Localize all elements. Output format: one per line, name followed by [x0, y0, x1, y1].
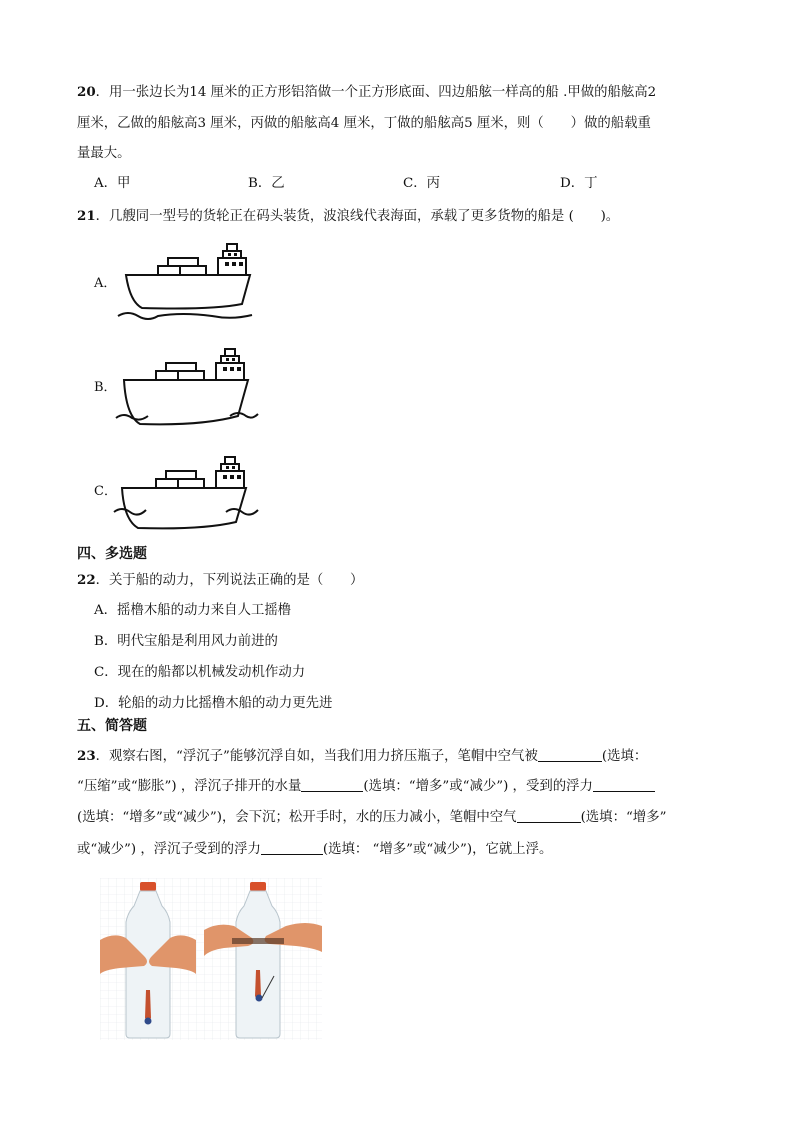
q21-text: 21．几艘同一型号的货轮正在码头装货，波浪线代表海面，承载了更多货物的船是 ( )。 [77, 208, 620, 224]
q20-option-a[interactable]: A．甲 [94, 176, 131, 191]
q22-option-b[interactable]: B．明代宝船是利用风力前进的 [94, 634, 278, 649]
q21-ship-a-image [112, 240, 262, 325]
section-5-title: 五、简答题 [77, 718, 147, 734]
q23-line3: (选填：“增多”或“减少”)，会下沉；松开手时，水的压力减小，笔帽中空气 (选填：“增多” [77, 810, 667, 825]
q21-ship-c-image [112, 452, 262, 537]
q23-line2: “压缩”或“膨胀”) ，浮沉子排开的水量 (选填：“增多”或“减少”) ，受到的浮力 [77, 777, 655, 797]
q23-line1: 23．观察右图，“浮沉子”能够沉浮自如，当我们用力挤压瓶子，笔帽中空气被 (选填： [77, 748, 648, 764]
q20-option-b[interactable]: B．乙 [248, 176, 285, 191]
q23-blank-4[interactable] [517, 808, 581, 823]
q21-ship-b-image [112, 346, 262, 431]
q21-option-c-label[interactable]: C． [94, 484, 117, 499]
q20-option-d[interactable]: D．丁 [560, 176, 598, 191]
q23-blank-5[interactable] [261, 840, 323, 855]
q23-blank-2[interactable] [301, 777, 363, 792]
q23-blank-1[interactable] [538, 747, 602, 762]
q23-blank-3[interactable] [593, 777, 655, 792]
q21-option-b-label[interactable]: B． [94, 380, 117, 395]
q20-line1: 20．用一张边长为14 厘米的正方形铝箔做一个正方形底面、四边船舷一样高的船 .甲做的船舷高2 [77, 84, 657, 100]
q22-option-a[interactable]: A．摇橹木船的动力来自人工摇橹 [94, 603, 292, 618]
q22-option-c[interactable]: C．现在的船都以机械发动机作动力 [94, 665, 306, 680]
q20-option-c[interactable]: C．丙 [403, 176, 441, 191]
q23-cartesian-diver-photo [100, 878, 322, 1040]
q20-line3: 量最大。 [77, 146, 131, 161]
q22-option-d[interactable]: D．轮船的动力比摇橹木船的动力更先进 [94, 696, 333, 711]
section-4-title: 四、多选题 [77, 546, 147, 562]
q22-text: 22．关于船的动力，下列说法正确的是（ ） [77, 572, 364, 588]
q20-line2: 厘米，乙做的船舷高3 厘米，丙做的船舷高4 厘米，丁做的船舷高5 厘米，则（ ）做的船载重 [77, 116, 651, 131]
q21-option-a-label[interactable]: A． [94, 276, 117, 291]
q23-line4: 或“减少”) ，浮沉子受到的浮力 (选填： “增多”或“减少”)，它就上浮。 [77, 842, 553, 857]
